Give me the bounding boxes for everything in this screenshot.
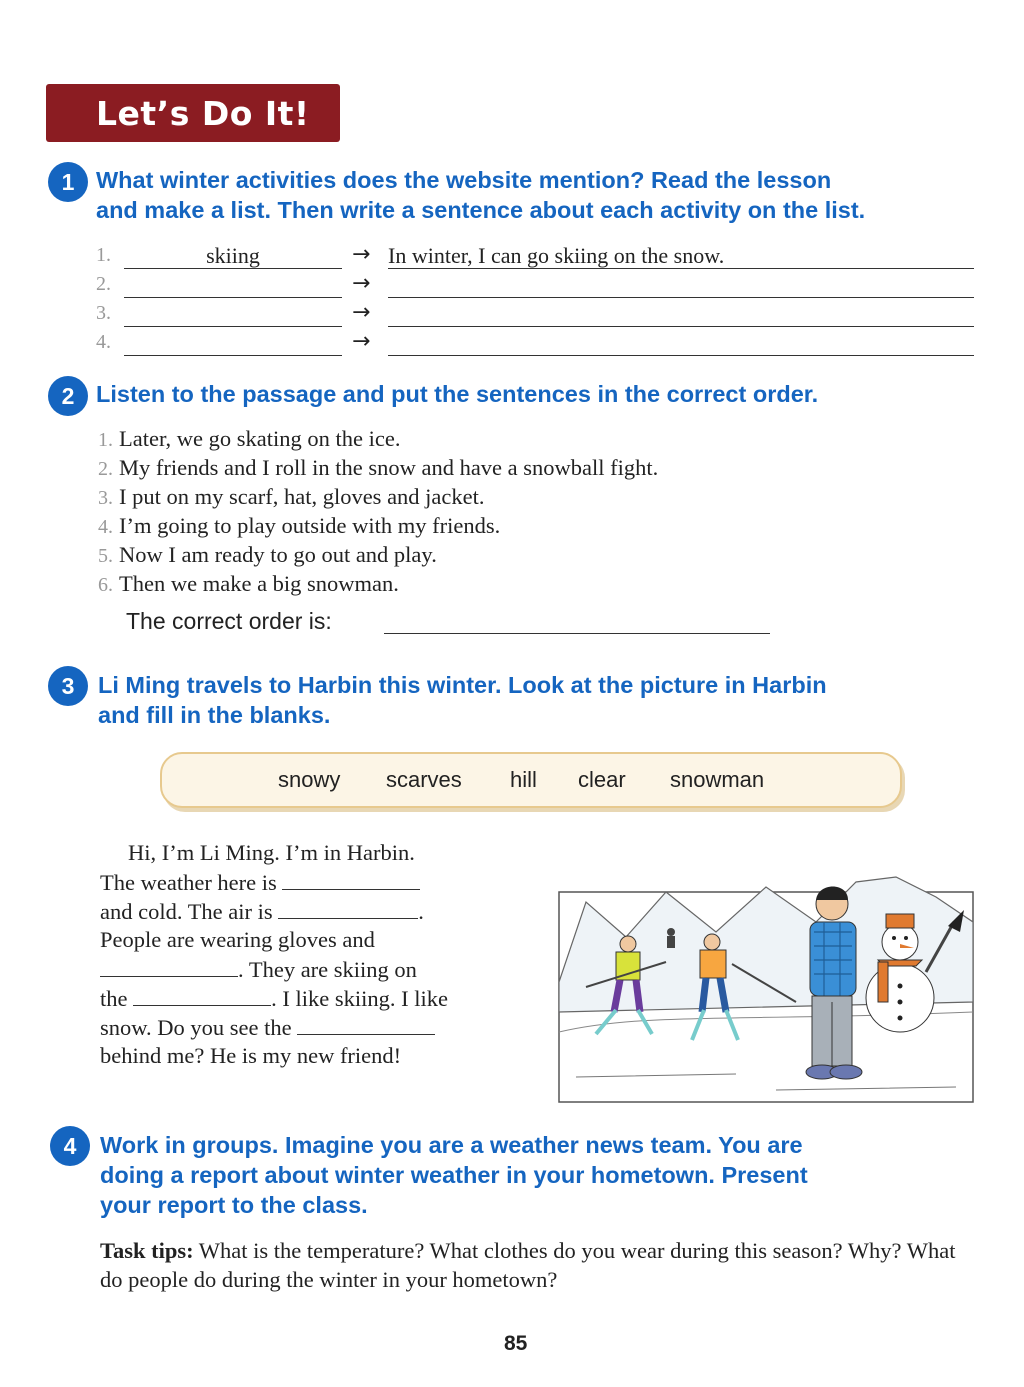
passage-line-1: Hi, I’m Li Ming. I’m in Harbin. bbox=[128, 840, 415, 865]
passage-text: The weather here is bbox=[100, 870, 277, 895]
sentence-text: I’m going to play outside with my friends. bbox=[119, 513, 501, 538]
word-bank bbox=[160, 752, 902, 808]
sentence-blank[interactable] bbox=[388, 273, 974, 298]
passage-line-2 bbox=[100, 869, 420, 896]
row-number: 2. bbox=[96, 273, 111, 295]
passage-text: and cold. The air is bbox=[100, 899, 273, 924]
q2-sentence-6 bbox=[98, 571, 399, 597]
section-banner bbox=[46, 84, 340, 142]
passage-line-8: behind me? He is my new friend! bbox=[100, 1043, 402, 1068]
passage-line-6 bbox=[100, 985, 448, 1012]
question-3-text-line2: and fill in the blanks. bbox=[98, 702, 331, 728]
sentence-text: Later, we go skating on the ice. bbox=[119, 426, 401, 451]
q1-row-1 bbox=[96, 244, 976, 272]
activity-blank[interactable] bbox=[124, 273, 342, 298]
sentence-blank[interactable]: In winter, I can go skiing on the snow. bbox=[388, 244, 974, 269]
passage-text: . I like skiing. I like bbox=[271, 986, 448, 1011]
activity-blank[interactable] bbox=[124, 331, 342, 356]
page-number: 85 bbox=[504, 1332, 528, 1355]
sentence-text: Now I am ready to go out and play. bbox=[119, 542, 437, 567]
word-bank-item: snowman bbox=[670, 767, 765, 792]
sentence-number: 1. bbox=[98, 429, 113, 451]
word-bank-item: scarves bbox=[386, 767, 462, 792]
activity-blank[interactable]: skiing bbox=[124, 244, 342, 269]
sentence-text: I put on my scarf, hat, gloves and jacket. bbox=[119, 484, 485, 509]
word-bank-item: snowy bbox=[278, 767, 341, 792]
q1-row-2 bbox=[96, 273, 976, 301]
passage-text: the bbox=[100, 986, 128, 1011]
question-3-text-line1: Li Ming travels to Harbin this winter. Look at the picture in Harbin bbox=[98, 672, 827, 698]
question-4-text-line3: your report to the class. bbox=[100, 1192, 368, 1218]
q2-sentence-2 bbox=[98, 455, 658, 481]
fill-blank[interactable] bbox=[133, 985, 271, 1006]
passage-line-3: and cold. The air is . bbox=[100, 899, 424, 924]
correct-order-blank[interactable] bbox=[384, 633, 770, 634]
fill-blank[interactable] bbox=[100, 956, 238, 977]
sentence-number: 5. bbox=[98, 545, 113, 567]
question-4-text-line2: doing a report about winter weather in your hometown. Present bbox=[100, 1162, 808, 1188]
question-3-badge: 3 bbox=[48, 666, 88, 706]
activity-blank[interactable] bbox=[124, 302, 342, 327]
sentence-text: My friends and I roll in the snow and have a snowball fight. bbox=[119, 455, 659, 480]
arrow-icon: → bbox=[352, 300, 371, 325]
sentence-blank[interactable] bbox=[388, 331, 974, 356]
passage-line-7 bbox=[100, 1014, 435, 1041]
row-number: 4. bbox=[96, 331, 111, 353]
fill-blank[interactable] bbox=[282, 869, 420, 890]
q2-sentence-4 bbox=[98, 513, 500, 539]
passage-text: snow. Do you see the bbox=[100, 1015, 292, 1040]
passage-line-4: People are wearing gloves and bbox=[100, 927, 375, 952]
q1-row-3 bbox=[96, 302, 976, 330]
passage-line-5 bbox=[100, 956, 417, 983]
question-2-badge: 2 bbox=[48, 376, 88, 416]
q2-sentence-5 bbox=[98, 542, 437, 568]
sentence-blank[interactable] bbox=[388, 302, 974, 327]
passage-text: . They are skiing on bbox=[238, 957, 417, 982]
arrow-icon: → bbox=[352, 242, 371, 267]
task-tips-label: Task tips: bbox=[100, 1238, 194, 1263]
sentence-number: 3. bbox=[98, 487, 113, 509]
question-2-text: Listen to the passage and put the sentences in the correct order. bbox=[96, 381, 819, 407]
question-4-text-line1: Work in groups. Imagine you are a weather news team. You are bbox=[100, 1132, 803, 1158]
correct-order-label: The correct order is: bbox=[126, 608, 332, 634]
word-bank-item: clear bbox=[578, 767, 626, 792]
q2-sentence-1 bbox=[98, 426, 401, 452]
row-number: 1. bbox=[96, 244, 111, 266]
row-number: 3. bbox=[96, 302, 111, 324]
sentence-number: 2. bbox=[98, 458, 113, 480]
question-1-text-line1: What winter activities does the website mention? Read the lesson bbox=[96, 167, 832, 193]
arrow-icon: → bbox=[352, 329, 371, 354]
q1-row-4 bbox=[96, 331, 976, 359]
banner-title: Let’s Do It! bbox=[96, 94, 310, 133]
word-bank-item: hill bbox=[510, 767, 537, 792]
question-4-badge: 4 bbox=[50, 1126, 90, 1166]
arrow-icon: → bbox=[352, 271, 371, 296]
question-1-text-line2: and make a list. Then write a sentence about each activity on the list. bbox=[96, 197, 866, 223]
question-1-badge: 1 bbox=[48, 162, 88, 202]
sentence-text: Then we make a big snowman. bbox=[119, 571, 399, 596]
task-tips-text: What is the temperature? What clothes do you wear during this season? Why? What do people do during the winter in your hometown? bbox=[100, 1238, 956, 1292]
harbin-winter-illustration bbox=[556, 862, 976, 1104]
fill-blank[interactable] bbox=[278, 898, 418, 919]
fill-blank[interactable] bbox=[297, 1014, 435, 1035]
q2-sentence-3 bbox=[98, 484, 485, 510]
sentence-number: 6. bbox=[98, 574, 113, 596]
task-tips bbox=[100, 1236, 960, 1294]
sentence-number: 4. bbox=[98, 516, 113, 538]
